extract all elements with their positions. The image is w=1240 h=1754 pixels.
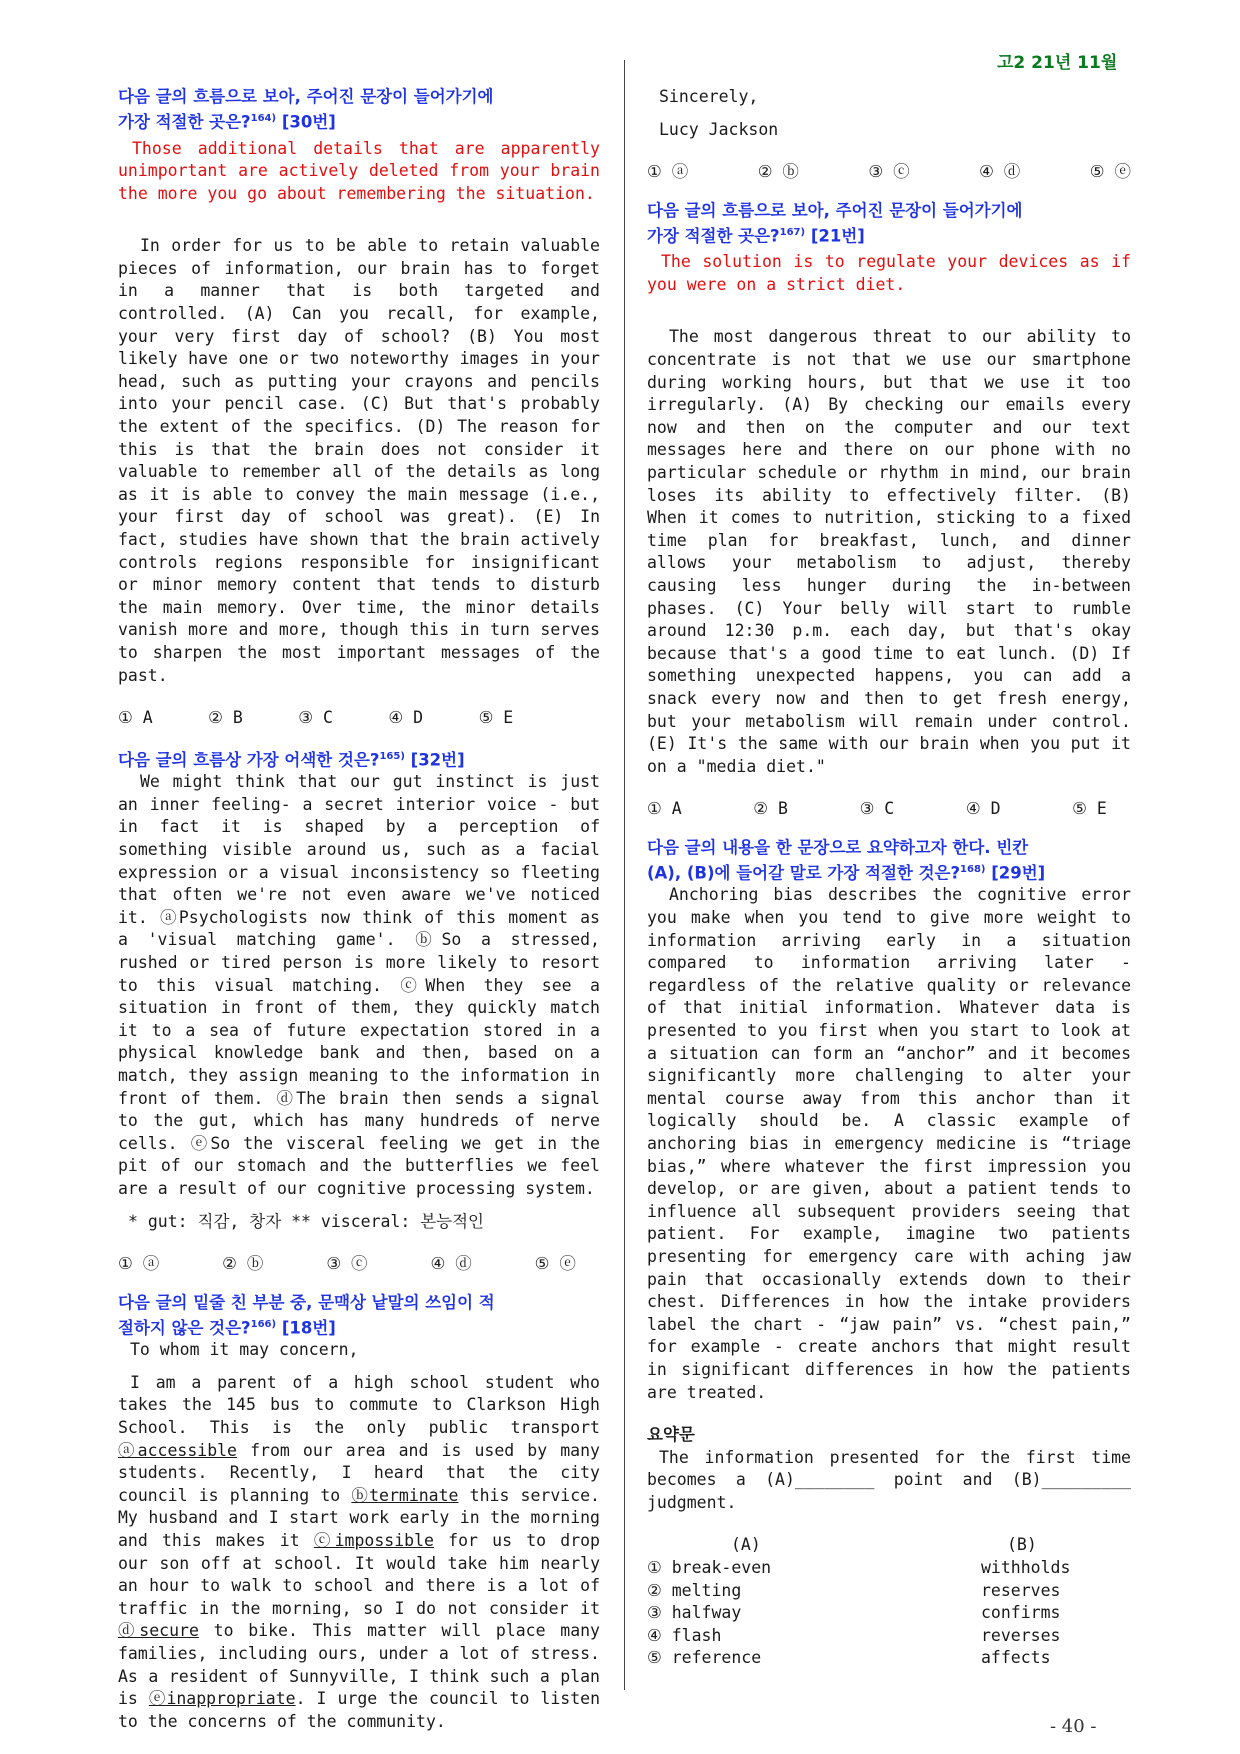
choice-a: ⑤ reference <box>647 1648 762 1668</box>
option-5[interactable]: ⑤ ⓔ <box>534 1254 576 1274</box>
choice-row[interactable] <box>647 1602 1131 1625</box>
letter-body: I am a parent of a high school student who takes the 145 bus to commute to Clarkson High School. This is the only public transport ⓐaccessible from our area and is used by many students. Recently, I heard that the city council is planning to ⓑterminate this service. My husband and I start work early in the morning and this makes it ⓒimpossible for us to drop our son off at school. It would take him nearly an hour to walk to school and there is a lot of traffic in the morning, so I do not consider it ⓓsecure to bike. This matter will place many families, including ours, under a lot of stress. As a resident of Sunnyville, I think such a plan is ⓔinappropriate. I urge the council to listen to the concerns of the community. <box>118 1372 601 1731</box>
letter-signature: Lucy Jackson <box>659 119 779 139</box>
question-168 <box>647 837 1131 1670</box>
title-line: 절하지 않은 것은? <box>118 1318 251 1338</box>
question-title <box>118 1292 600 1340</box>
choice-table <box>647 1534 1131 1670</box>
column-divider <box>624 60 625 1690</box>
answer-options <box>118 707 513 730</box>
option-3[interactable]: ③ ⓒ <box>868 162 910 182</box>
letter-salutation: To whom it may concern, <box>130 1340 359 1360</box>
title-line: 가장 적절한 곳은? <box>118 112 251 132</box>
question-title <box>118 86 600 134</box>
question-164 <box>118 86 600 730</box>
question-165 <box>118 746 600 1276</box>
title-line: 다음 글의 흐름상 가장 어색한 것은? <box>118 750 380 770</box>
option-1[interactable]: ① ⓐ <box>647 162 689 182</box>
option-2[interactable]: ② ⓑ <box>757 162 799 182</box>
option-1[interactable]: ① A <box>118 708 153 728</box>
choice-row[interactable] <box>647 1647 1131 1670</box>
footnote-ref: 168) <box>960 863 986 875</box>
passage: In order for us to be able to retain valuable pieces of information, our brain has to forget in a manner that is both targeted and controlled. (A) Can you recall, for example, your very first day of school? (B) You most likely have one or two noteworthy images in your head, such as putting your crayons and pencils into your pencil case. (C) But that's probably the extent of the specifics. (D) The reason for this is that the brain does not consider it valuable to remember all of the details as long as it is able to convey the main message (i.e., your first day of school was great). (E) In fact, studies have shown that the brain actively controls regions responsible for insignificant or minor memory content that tends to disturb the main memory. Over time, the minor details vanish more and more, though this in turn serves to sharpen the most important messages of the past. <box>118 236 600 685</box>
question-title <box>118 746 600 772</box>
footnote-ref: 165) <box>379 750 405 762</box>
column-a-header: (A) <box>731 1535 761 1555</box>
question-166-continued <box>647 86 1131 184</box>
question-number: [21번] <box>805 226 865 246</box>
answer-options <box>647 161 1131 184</box>
passage: We might think that our gut instinct is just an inner feeling- a secret interior voice - but in fact it is shaped by a perception of something visible around us, such as a facial expression or a visual inconsistency so fleeting that often we're not even aware we've noticed it. ⓐPsychologists now think of this moment as a 'visual matching game'. ⓑSo a stressed, rushed or tired person is more likely to resort to this visual matching. ⓒWhen they see a situation in front of them, they quickly match it to a sea of future expectation stored in a physical knowledge bank and then, based on a match, they assign meaning to the information in front of them. ⓓThe brain then sends a signal to the gut, which has many hundreds of nerve cells. ⓔSo the visceral feeling we get in the pit of our stomach and the butterflies we feel are a result of our cognitive processing system. <box>118 772 600 1198</box>
option-5[interactable]: ⑤ E <box>1072 799 1107 819</box>
underlined-word-e: ⓔinappropriate <box>148 1689 296 1709</box>
option-4[interactable]: ④ ⓓ <box>430 1254 472 1274</box>
answer-options <box>118 1253 576 1276</box>
title-line: 다음 글의 내용을 한 문장으로 요약하고자 한다. 빈칸 <box>647 837 1029 857</box>
footnote-ref: 164) <box>250 113 277 124</box>
answer-options <box>647 798 1107 821</box>
column-b-header: (B) <box>1007 1535 1037 1555</box>
question-number: [29번] <box>985 863 1046 883</box>
choice-header-row <box>647 1534 1131 1557</box>
given-sentence <box>118 138 600 206</box>
given-text: The solution is to regulate your devices as if you were on a strict diet. <box>647 252 1131 294</box>
option-4[interactable]: ④ D <box>965 799 1001 819</box>
letter-closing: Sincerely, <box>659 87 759 106</box>
title-line: 가장 적절한 곳은? <box>647 226 780 246</box>
option-3[interactable]: ③ ⓒ <box>326 1254 368 1274</box>
passage: The most dangerous threat to our ability to concentrate is not that we use our smartphone during working hours, but that we use it too irregularly. (A) By checking our emails every now and then on the computer and our text messages here and there on our phone with no particular schedule or rhythm in mind, our brain loses its ability to effectively filter. (B) When it comes to nutrition, sticking to a fixed time plan for breakfast, lunch, and dinner allows your metabolism to adjust, thereby causing less hunger during the in-between phases. (C) Your belly will start to rumble around 12:30 p.m. each day, but that's okay because that's a good time to eat lunch. (D) If something unexpected happens, you can add a snack every now and then to get fresh energy, but your metabolism will remain under control. (E) It's the same with our brain when you put it on a "media diet." <box>647 327 1131 776</box>
option-2[interactable]: ② B <box>208 708 243 728</box>
choice-row[interactable] <box>647 1625 1131 1648</box>
question-title <box>647 837 1131 885</box>
choice-b: withholds <box>981 1558 1071 1578</box>
underlined-word-b: ⓑterminate <box>351 1485 459 1505</box>
question-title <box>647 200 1131 248</box>
question-number: [30번] <box>276 112 336 132</box>
page-number: - 40 - <box>1050 1716 1097 1737</box>
option-4[interactable]: ④ D <box>388 708 424 728</box>
choice-b: reserves <box>981 1580 1061 1600</box>
option-1[interactable]: ① ⓐ <box>118 1254 160 1274</box>
given-sentence <box>647 251 1131 296</box>
question-number: [18번] <box>276 1318 336 1338</box>
footnote-ref: 166) <box>250 1318 277 1330</box>
option-5[interactable]: ⑤ E <box>478 708 514 728</box>
choice-row[interactable] <box>647 1557 1131 1580</box>
choice-row[interactable] <box>647 1580 1131 1603</box>
choice-a: ③ halfway <box>647 1603 742 1623</box>
title-line: (A), (B)에 들어갈 말로 가장 적절한 것은? <box>647 863 961 883</box>
underlined-word-d: ⓓsecure <box>118 1621 199 1641</box>
option-2[interactable]: ② ⓑ <box>222 1254 264 1274</box>
choice-a: ④ flash <box>647 1625 722 1645</box>
given-text: Those additional details that are apparently unimportant are actively deleted from your brain the more you go about remembering the situation. <box>118 138 600 203</box>
choice-b: affects <box>981 1648 1051 1668</box>
left-column <box>118 86 600 1733</box>
question-167 <box>647 200 1131 821</box>
footnote-ref: 167) <box>779 226 806 238</box>
choice-b: reverses <box>981 1625 1061 1645</box>
choice-a: ② melting <box>647 1580 742 1600</box>
option-3[interactable]: ③ C <box>859 799 895 819</box>
option-2[interactable]: ② B <box>753 799 788 819</box>
title-line: 다음 글의 밑줄 친 부분 중, 문맥상 낱말의 쓰임이 적 <box>118 1292 495 1312</box>
summary-heading: 요약문 <box>647 1425 695 1445</box>
option-4[interactable]: ④ ⓓ <box>979 162 1021 182</box>
option-3[interactable]: ③ C <box>298 708 333 728</box>
exam-label: 고2 21년 11월 <box>997 53 1118 73</box>
question-number: [32번] <box>404 750 465 770</box>
question-166 <box>118 1292 600 1734</box>
option-5[interactable]: ⑤ ⓔ <box>1089 162 1131 182</box>
title-line: 다음 글의 흐름으로 보아, 주어진 문장이 들어가기에 <box>647 200 1023 220</box>
vocab-note: * gut: 직감, 창자 ** visceral: 본능적인 <box>128 1211 484 1231</box>
underlined-word-a: ⓐaccessible <box>118 1440 237 1460</box>
option-1[interactable]: ① A <box>647 799 682 819</box>
choice-a: ① break-even <box>647 1558 772 1578</box>
right-column <box>647 86 1131 1670</box>
title-line: 다음 글의 흐름으로 보아, 주어진 문장이 들어가기에 <box>118 87 494 106</box>
choice-b: confirms <box>981 1603 1061 1623</box>
passage: Anchoring bias describes the cognitive error you make when you tend to give more weight to information arriving early in a situation compared to information arriving later - regardless of the relative quality or relevance of that initial information. Whatever data is presented to you first when you start to look at a situation can form an “anchor” and it becomes significantly more challenging to alter your mental course away from this anchor than it logically should be. A classic example of anchoring bias in emergency medicine is “triage bias,” where whatever the first impression you develop, or are given, about a patient tends to influence all subsequent providers seeing that patient. For example, imagine two patients presenting for emergency care with aching jaw pain that occasionally extends down to their chest. Differences in how the intake providers label the chart - “jaw pain” vs. “chest pain,” for example - create anchors that might result in significant differences in how the patients are treated. <box>647 885 1131 1402</box>
summary-sentence: The information presented for the first time becomes a (A)________ point and (B)_________ judgment. <box>647 1447 1131 1512</box>
underlined-word-c: ⓒimpossible <box>313 1530 434 1550</box>
